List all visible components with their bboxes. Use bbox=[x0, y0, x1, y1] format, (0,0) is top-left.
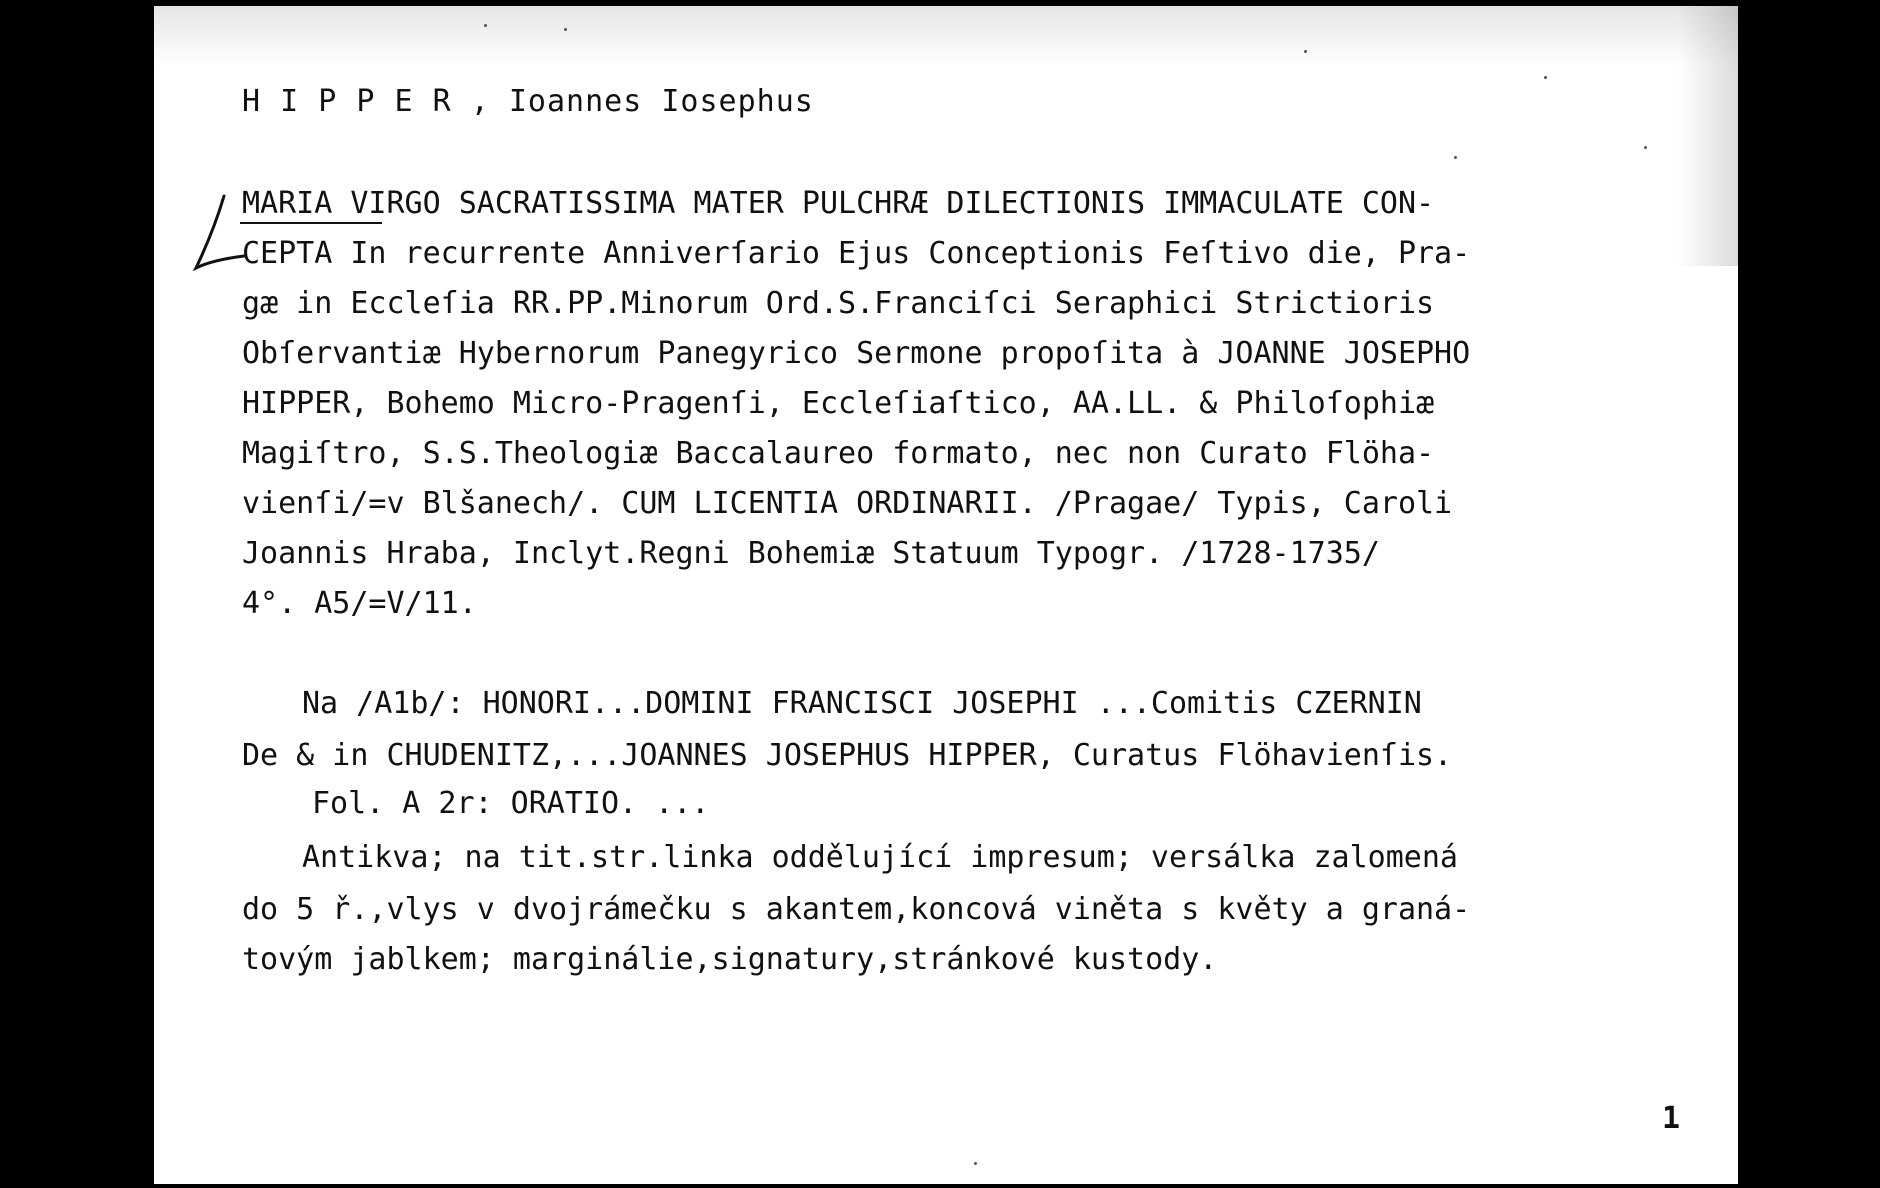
description-line: vienſi/=v Blšanech/. CUM LICENTIA ORDINARII. /Pragae/ Typis, Caroli bbox=[242, 486, 1453, 521]
typography-line: do 5 ř.,vlys v dvojrámečku s akantem,koncová viněta s květy a graná- bbox=[242, 892, 1471, 927]
card-heading: H I P P E R , Ioannes Iosephus bbox=[242, 84, 814, 119]
speck bbox=[974, 1162, 977, 1165]
description-line: MARIA VIRGO SACRATISSIMA MATER PULCHRÆ DILECTIONIS IMMACULATE CON- bbox=[242, 186, 1435, 221]
speck bbox=[1454, 156, 1457, 159]
page-number: 1 bbox=[1661, 1101, 1680, 1136]
description-line: Obſervantiæ Hybernorum Panegyrico Sermone propoſita à JOANNE JOSEPHO bbox=[242, 336, 1471, 371]
description-line: CEPTA In recurrente Anniverſario Ejus Conceptionis Feſtivo die, Pra- bbox=[242, 236, 1471, 271]
typography-line: tovým jablkem; marginálie,signatury,stránkové kustody. bbox=[242, 942, 1218, 977]
speck bbox=[564, 28, 567, 31]
speck bbox=[1544, 76, 1547, 79]
catalog-card bbox=[154, 6, 1738, 1184]
format-signature-line: 4°. A5/=V/11. bbox=[242, 586, 477, 621]
speck bbox=[1644, 146, 1647, 149]
description-line: Magiſtro, S.S.Theologiæ Baccalaureo formato, nec non Curato Flöha- bbox=[242, 436, 1435, 471]
speck bbox=[484, 24, 487, 27]
speck bbox=[1304, 50, 1307, 53]
note-line: De & in CHUDENITZ,...JOANNES JOSEPHUS HIPPER, Curatus Flöhavienſis. bbox=[242, 738, 1453, 773]
description-line: Joannis Hraba, Inclyt.Regni Bohemiæ Statuum Typogr. /1728-1735/ bbox=[242, 536, 1380, 571]
note-line: Na /A1b/: HONORI...DOMINI FRANCISCI JOSEPHI ...Comitis CZERNIN bbox=[302, 686, 1422, 721]
description-line: gæ in Eccleſia RR.PP.Minorum Ord.S.Franciſci Seraphici Strictioris bbox=[242, 286, 1435, 321]
note-line: Fol. A 2r: ORATIO. ... bbox=[312, 786, 710, 821]
typography-line: Antikva; na tit.str.linka oddělující impresum; versálka zalomená bbox=[302, 840, 1458, 875]
description-line: HIPPER, Bohemo Micro-Pragenſi, Eccleſiaſtico, AA.LL. & Philoſophiæ bbox=[242, 386, 1435, 421]
